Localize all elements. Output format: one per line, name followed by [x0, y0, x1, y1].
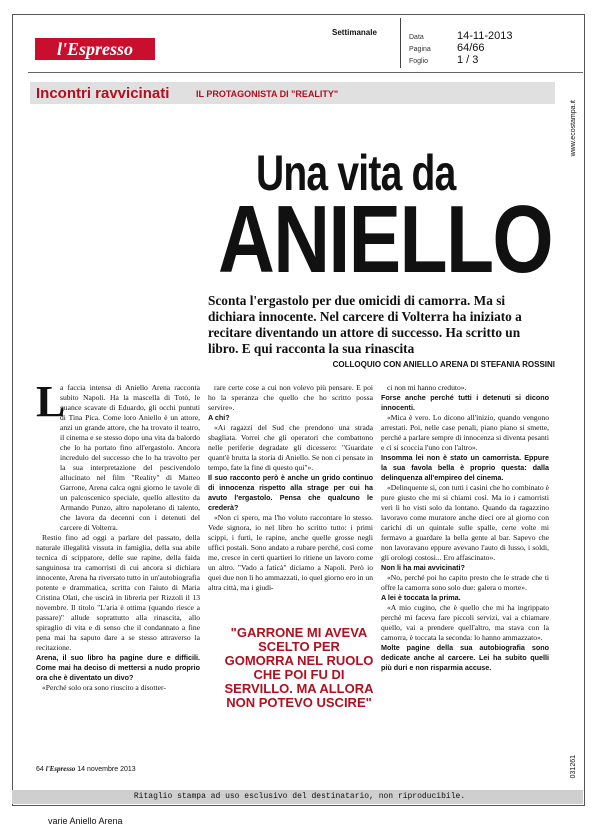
- interview-question: Arena, il suo libro ha pagine dure e difficili. Come mai ha deciso di mettersi a nudo proprio ora che è diventato un divo?: [36, 653, 200, 682]
- body-paragraph: «No, perché poi ho capito presto che le strade che ti offre la camorra sono solo due: galera o morte».: [381, 573, 549, 592]
- interview-question: Forse anche perché tutti i detenuti si dicono innocenti.: [381, 393, 549, 412]
- column-1: [36, 377, 200, 763]
- body-paragraph: Restio fino ad oggi a parlare del passato, della naturale illegalità vissuta in famiglia, della sua abile tecnica di scippatore, delle sue rapine, della faida sanguinosa tra camorristi di cui ancora si dichiara innocente, Arena ha riversato tutto in un'autobiografia potente e drammatica, scritta con l'aiuto di Maria Cristina Olati, che uscirà in libreria per Rizzoli il 13 novembre. Il titolo "L'aria è ottima (quando riesce a passare)" allude soprattutto alla rinascita, allo spiraglio di vita e di senso che il condannato a fine pena mai ha saputo dare a se stesso attraverso la recitazione.: [36, 533, 200, 652]
- side-url: www.ecostampa.it: [570, 100, 577, 157]
- footer-date: 14 novembre 2013: [77, 766, 136, 773]
- footer-magazine: l'Espresso: [45, 765, 76, 773]
- interview-question: Il suo racconto però è anche un grido continuo di innocenza rispetto alla strage per cui ha avuto l'ergastolo. Pensa che qualcuno le crederà?: [208, 473, 373, 512]
- meta-value: 14-11-2013: [457, 30, 513, 42]
- column-3: [381, 383, 549, 763]
- headline-line2: ANIELLO: [218, 186, 552, 293]
- meta-label: Foglio: [409, 58, 429, 65]
- body-paragraph: «Perché solo ora sono riuscito a disotter-: [42, 683, 166, 692]
- side-code: 031261: [570, 755, 577, 779]
- interview-question: Molte pagine della sua autobiografia sono dedicate anche al carcere. Lei ha subito quelli più duri e non risparmia accuse.: [381, 643, 549, 672]
- body-paragraph: «Mica è vero. Lo dicono all'inizio, quando vengono arrestati. Poi, nelle case penali, piano piano si smette, perché a parlare sempre di innocenza si diventa pesanti e ci si scoccia l'uno con l'altro».: [381, 413, 549, 452]
- article-dek: Sconta l'ergastolo per due omicidi di camorra. Ma si dichiara innocente. Nel carcere di Volterra ha iniziato a recitare diventando un attore di successo. Ha scritto un libro. E qui racconta la sua rinascita: [208, 293, 522, 356]
- body-paragraph: a faccia intensa di Aniello Arena racconta subito Napoli. Ha la mascella di Totò, le guance scavate di Eduardo, gli occhi puntuti di Tina Pica. Come loro Aniello è un attore, anzi un grande attore, che ha trovato il teatro, il cinema e se stesso dopo una vita da balordo che lo ha portato fino all'ergastolo. Ancora incredulo del successo che lo ha travolto per la sua interpretazione del pescivendolo allucinato nel film "Reality" di Matteo Garrone, Arena calca ogni giorno le tavole di un palcoscenico speciale, quello allestito da Armando Punzo, altro napoletano di talento, che lavora da decenni con i detenuti del carcere di Volterra.: [60, 383, 200, 532]
- magazine-logo: l'Espresso: [35, 38, 155, 60]
- interview-question: Non li ha mai avvicinati?: [381, 563, 465, 572]
- body-paragraph: «A mio cugino, che è quello che mi ha ingrippato perché mi faceva fare piccoli servizi, vai a chiamare quello, vai a prendere quell'altro, ma stava con la camorra, è toccata la seconda: lo hanno ammazzato».: [381, 603, 549, 642]
- section-subtitle: IL PROTAGONISTA DI "REALITY": [196, 89, 339, 99]
- body-paragraph: «Delinquente sì, con tutti i casini che ho combinato è pure giusto che mi si chiami così. Ma io i camorristi veri li ho visti solo da lontano. Quando da ragazzino lavoravo come muratore anche dieci ore al giorno con carichi di un quintale sulle spalle, certe volte mi fermavo a guardare la bella gente al bar. Sapevo che non lavoravano eppure avevano l'auto di lusso, i soldi, gli orologi costosi... Ero affascinato».: [381, 483, 549, 562]
- header-divider: [28, 72, 583, 73]
- copyright-text: Ritaglio stampa ad uso esclusivo del destinatario, non riproducibile.: [133, 792, 466, 801]
- byline: COLLOQUIO CON ANIELLO ARENA DI STEFANIA ROSSINI: [332, 360, 555, 369]
- column-2: [208, 383, 373, 598]
- pull-quote: "GARRONE MI AVEVA SCELTO PER GOMORRA NEL RUOLO CHE POI FU DI SERVILLO. MA ALLORA NON POTEVO USCIRE": [224, 625, 374, 710]
- interview-question: A chi?: [208, 413, 230, 422]
- footer-page-number: 64: [36, 766, 44, 773]
- meta-row: [409, 50, 579, 68]
- body-paragraph: rare certe cose a cui non volevo più pensare. E poi ho la speranza che quello che ho scritto possa servire».: [208, 383, 373, 412]
- body-paragraph: ci non mi hanno creduto».: [387, 383, 467, 392]
- meta-label: Pagina: [409, 46, 431, 53]
- body-paragraph: «Non ci spero, ma l'ho voluto raccontare lo stesso. Vede signora, io nel libro ho scritto tutto: i primi scippi, i furti, le rapine, anche quelle grosse negli uffici postali. Sono andato a rubare perché, così come me, cresce in certi quartieri lo ritiene un lavoro come un altro. "Vado a faticà" diciamo a Napoli. Però io quei due non li ho ammazzati, io quel giorno ero in un altra città, ma i giudi-: [208, 513, 373, 592]
- meta-value: 64/66: [457, 42, 485, 54]
- section-title: Incontri ravvicinati: [36, 85, 170, 102]
- interview-question: Insomma lei non è stato un camorrista. Eppure la sua favola bella è proprio questa: dalla delinquenza all'empireo del cinema.: [381, 453, 549, 482]
- meta-value: 1 / 3: [457, 54, 479, 66]
- body-paragraph: «Ai ragazzi del Sud che prendono una strada sbagliata. Vorrei che gli operatori che combattono nelle periferie degradate gli dicessero: "Guardate quant'è brutta la storia di Aniello. Se non ci pensate in tempo, fate la fine di questo qui"».: [208, 423, 373, 472]
- page-footer: [36, 765, 136, 773]
- image-caption: varie Aniello Arena: [48, 816, 123, 826]
- meta-box: [400, 18, 581, 68]
- frequency-label: Settimanale: [332, 28, 377, 37]
- interview-question: A lei è toccata la prima.: [381, 593, 461, 602]
- drop-cap: L: [36, 377, 66, 426]
- meta-label: Data: [409, 34, 424, 41]
- headline-line1: Una vita da: [256, 145, 456, 201]
